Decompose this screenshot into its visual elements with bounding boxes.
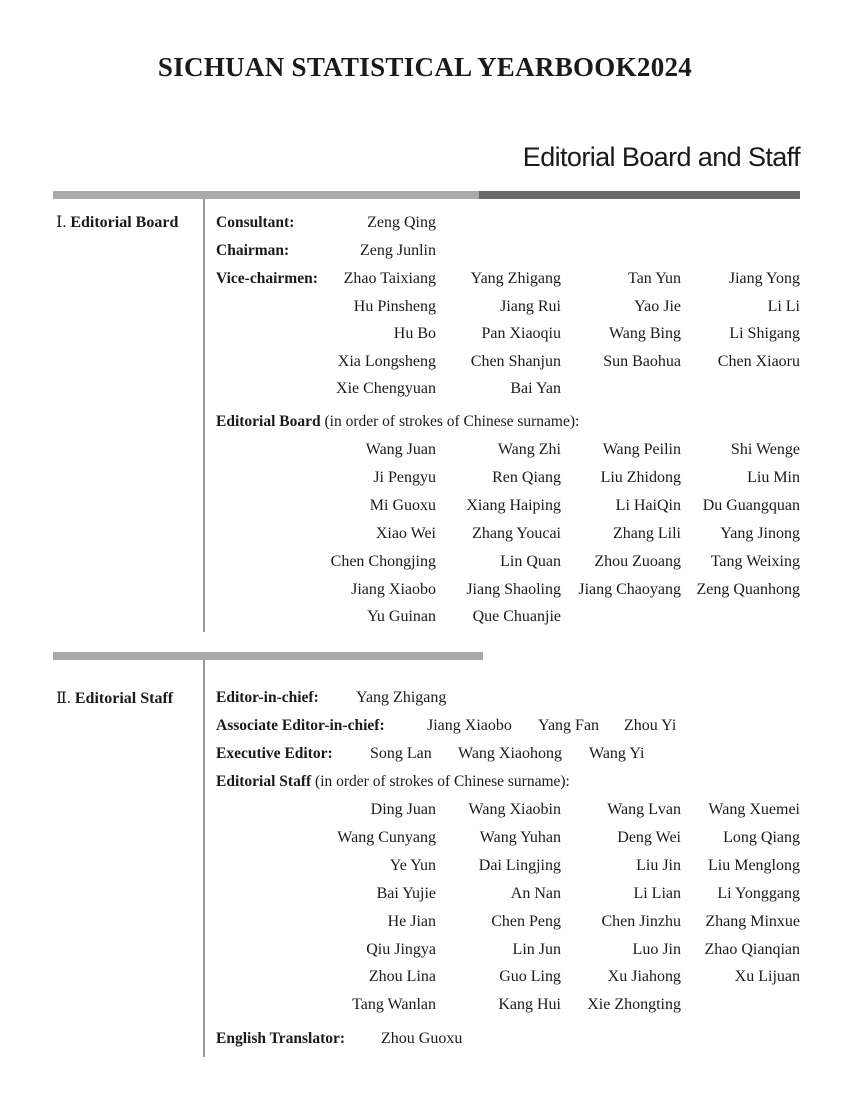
staff-members-note: (in order of strokes of Chinese surname): [315, 773, 570, 790]
person-name: Tang Weixing [710, 552, 800, 570]
person-name: Wang Juan [365, 441, 436, 458]
editor-in-chief-label: Editor-in-chief: [216, 689, 319, 706]
person-name: Ren Qiang [492, 468, 561, 486]
person-name: Tang Wanlan [352, 996, 436, 1014]
person-name: Xu Jiahong [607, 968, 681, 986]
person-name: Wang Xiaobin [468, 801, 561, 818]
person-name: Luo Jin [632, 940, 681, 958]
person-name: Zhou Zuoang [594, 552, 681, 570]
executive-editor-name: Song Lan [370, 745, 432, 762]
person-name: Zhou Lina [368, 968, 436, 986]
person-name: Yu Guinan [367, 608, 436, 626]
person-name: Wang Yuhan [479, 828, 561, 846]
associate-editor-name: Yang Fan [538, 717, 600, 734]
person-name: Wang Bing [608, 325, 681, 343]
board-members-heading [216, 413, 579, 431]
person-name: Ye Yun [389, 856, 436, 874]
person-name: Bai Yujie [376, 884, 436, 902]
person-name: Yang Jinong [720, 524, 800, 542]
person-name: Wang Peilin [602, 441, 681, 458]
person-name: Xie Zhongting [587, 996, 681, 1014]
staff-members-label: Editorial Staff [216, 773, 312, 790]
person-name: Du Guangquan [702, 496, 800, 514]
person-name: Pan Xiaoqiu [481, 325, 561, 343]
person-name: Chen Shanjun [470, 352, 561, 370]
person-name: Long Qiang [723, 828, 800, 846]
person-name: Hu Bo [393, 325, 436, 343]
associate-editor-name: Jiang Xiaobo [427, 717, 512, 734]
person-name: Yang Zhigang [470, 270, 561, 287]
person-name: Li Lian [633, 884, 681, 902]
staff-divider-line [203, 660, 205, 1057]
person-name: Chen Peng [491, 912, 561, 930]
person-name: Jiang Xiaobo [351, 580, 436, 598]
associate-editor-label: Associate Editor-in-chief: [216, 717, 385, 734]
person-name: Li HaiQin [615, 496, 681, 514]
person-name: Que Chuanjie [472, 608, 561, 626]
person-name: Yao Jie [634, 297, 681, 315]
translator-name: Zhou Guoxu [381, 1030, 463, 1047]
person-name: Qiu Jingya [366, 940, 436, 958]
person-name: Lin Jun [512, 940, 561, 958]
middle-rule [53, 652, 483, 660]
person-name: Deng Wei [617, 828, 681, 846]
board-divider-line [203, 199, 205, 632]
person-name: Lin Quan [500, 552, 561, 570]
person-name: Liu Menglong [708, 856, 800, 874]
person-name: Mi Guoxu [369, 496, 436, 514]
person-name: Jiang Yong [728, 270, 800, 287]
top-rule-light [53, 191, 479, 199]
staff-section-number: Ⅱ. [56, 690, 71, 707]
person-name: Jiang Chaoyang [578, 580, 681, 598]
person-name: Xie Chengyuan [336, 380, 436, 398]
section-heading: Editorial Board and Staff [522, 142, 800, 172]
person-name: Li Li [767, 297, 800, 315]
staff-section-name: Editorial Staff [74, 690, 174, 707]
person-name: Sun Baohua [603, 352, 681, 370]
person-name: Xu Lijuan [734, 968, 800, 986]
person-name: Ji Pengyu [373, 468, 436, 486]
board-members-label: Editorial Board [216, 413, 321, 430]
person-name: Xiao Wei [375, 524, 436, 542]
person-name: Ding Juan [370, 801, 436, 818]
person-name: Bai Yan [510, 380, 561, 398]
person-name: Chen Jinzhu [601, 912, 681, 930]
person-name: Zhao Qianqian [704, 940, 800, 958]
executive-editor-name: Wang Xiaohong [458, 745, 563, 762]
person-name: Liu Jin [636, 856, 681, 874]
staff-section-label [56, 688, 173, 708]
person-name: Shi Wenge [730, 441, 800, 458]
person-name: Liu Min [747, 468, 800, 486]
translator-label: English Translator: [216, 1030, 346, 1047]
person-name: Xiang Haiping [466, 496, 561, 514]
person-name: Zhang Youcai [472, 524, 561, 542]
person-name: Li Yonggang [717, 884, 800, 902]
person-name: Zhao Taixiang [343, 270, 436, 287]
board-section-name: Editorial Board [70, 214, 179, 231]
person-name: Hu Pinsheng [353, 297, 436, 315]
person-name: Chen Xiaoru [717, 352, 800, 370]
person-name: Chen Chongjing [330, 552, 436, 570]
person-name: Liu Zhidong [600, 468, 681, 486]
person-name: Tan Yun [628, 270, 681, 287]
executive-editor-name: Wang Yi [589, 745, 645, 762]
person-name: Jiang Rui [500, 297, 561, 315]
person-name: Wang Xuemei [708, 801, 800, 818]
person-name: Zeng Quanhong [696, 580, 800, 598]
person-name: Guo Ling [499, 968, 561, 986]
associate-editor-name: Zhou Yi [624, 717, 677, 734]
board-section-label [56, 212, 178, 232]
document-title: SICHUAN STATISTICAL YEARBOOK2024 [157, 52, 693, 82]
person-name: Li Shigang [729, 325, 800, 343]
board-section-number: Ⅰ. [56, 214, 67, 231]
person-name: An Nan [510, 884, 561, 902]
staff-members-heading [216, 773, 570, 791]
vice-chairmen-label: Vice-chairmen: [216, 270, 318, 287]
person-name: Zhang Lili [613, 524, 681, 542]
person-name: Kang Hui [498, 996, 561, 1014]
person-name: Jiang Shaoling [466, 580, 561, 598]
executive-editor-label: Executive Editor: [216, 745, 333, 762]
consultant-label: Consultant: [216, 214, 295, 231]
editor-in-chief-name: Yang Zhigang [356, 689, 447, 706]
board-members-note: (in order of strokes of Chinese surname): [324, 413, 580, 430]
person-name: Dai Lingjing [478, 856, 561, 874]
top-rule-dark [479, 191, 800, 199]
person-name: Wang Lvan [607, 801, 681, 818]
chairman-label: Chairman: [216, 242, 290, 259]
person-name: Wang Cunyang [337, 828, 436, 846]
person-name: Zhang Minxue [705, 912, 800, 930]
consultant-name: Zeng Qing [367, 214, 436, 231]
chairman-name: Zeng Junlin [360, 242, 436, 259]
person-name: Wang Zhi [497, 441, 561, 458]
person-name: He Jian [387, 912, 436, 930]
person-name: Xia Longsheng [337, 352, 436, 370]
